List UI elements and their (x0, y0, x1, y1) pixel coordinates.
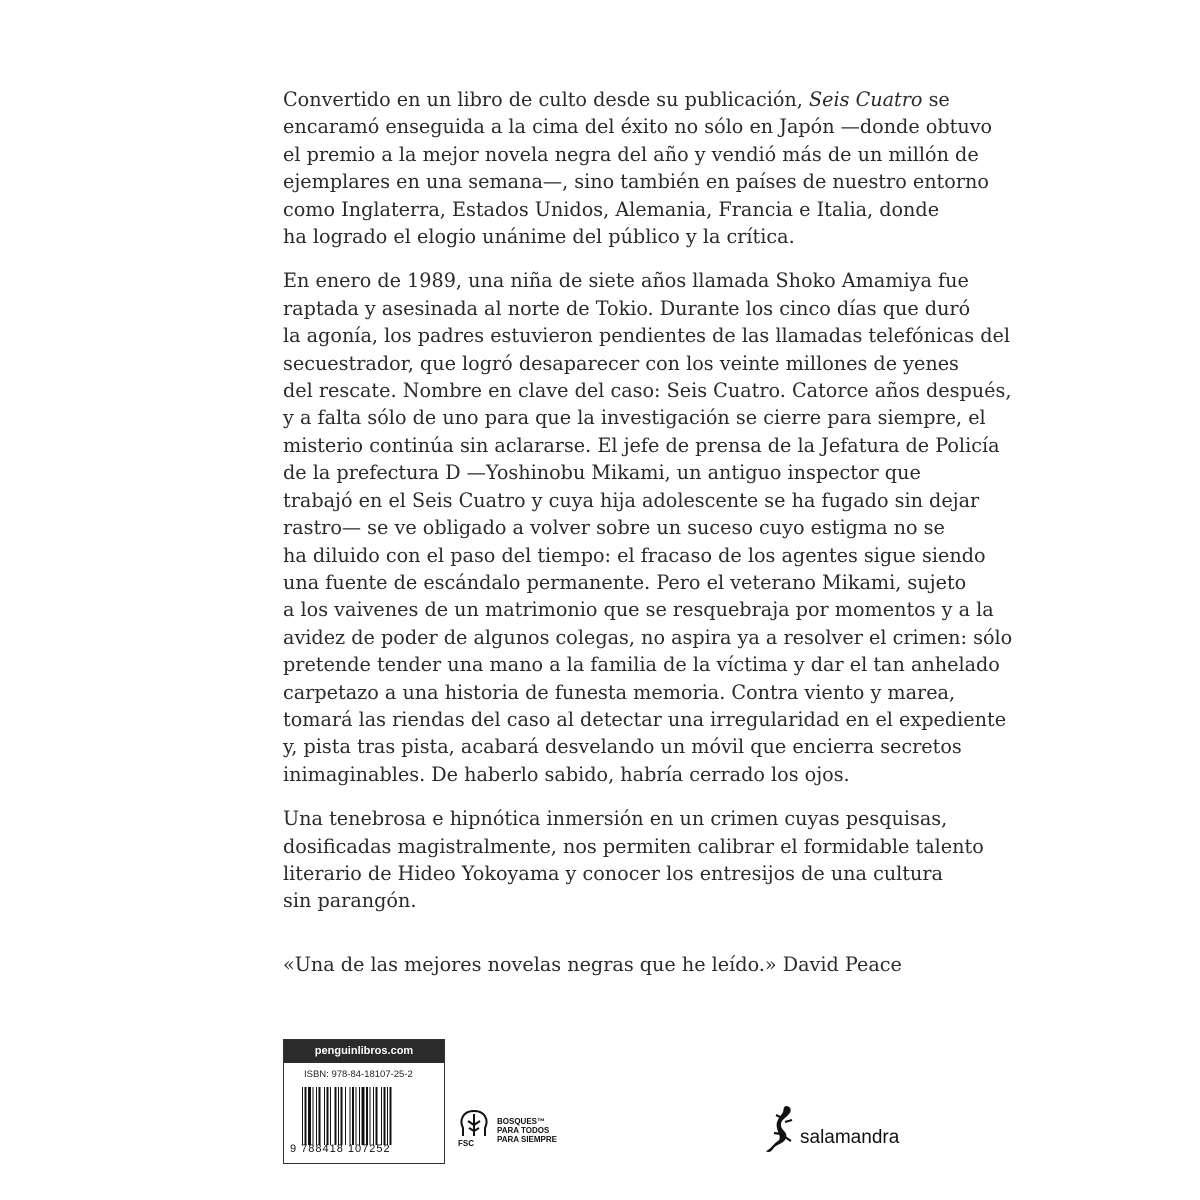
publisher-name: salamandra (800, 1127, 900, 1148)
text-line: En enero de 1989, una niña de siete años llamada Shoko Amamiya fue (283, 269, 969, 293)
text-line: raptada y asesinada al norte de Tokio. Durante los cinco días que duró (283, 296, 971, 320)
fsc-line: PARA SIEMPRE (497, 1135, 558, 1144)
text-line: a los vaivenes de un matrimonio que se resquebraja por momentos y a la (283, 598, 994, 622)
website-label: penguinlibros.com (284, 1040, 444, 1063)
text-line: ejemplares en una semana—, sino también en países de nuestro entorno (283, 170, 989, 194)
text-line: encaramó enseguida a la cima del éxito no sólo en Japón —donde obtuvo (283, 115, 993, 139)
book-title: Seis Cuatro (808, 88, 923, 111)
text-line: y, pista tras pista, acabará desvelando un móvil que encierra secretos (283, 735, 962, 759)
text-line: Convertido en un libro de culto desde su publicación, Seis Cuatro se (283, 88, 950, 111)
isbn-text: ISBN: 978-84-18107-25-2 (304, 1069, 413, 1080)
review-quote: «Una de las mejores novelas negras que he leído.» David Peace (283, 952, 902, 976)
fsc-tree-icon (455, 1108, 493, 1140)
text-line: trabajó en el Seis Cuatro y cuya hija adolescente se ha fugado sin dejar (283, 488, 980, 512)
text-line: sin parangón. (283, 889, 417, 913)
fsc-slogan (497, 1117, 557, 1144)
text-line: secuestrador, que logró desaparecer con los veinte millones de yenes (283, 351, 959, 375)
text-line: dosificadas magistralmente, nos permiten calibrar el formidable talento (283, 834, 984, 858)
text-line: tomará las riendas del caso al detectar una irregularidad en el expediente (283, 707, 1007, 731)
ean-digits: 9 788418 107252 (290, 1143, 391, 1155)
paragraph (283, 267, 1013, 788)
text-line: ha diluido con el paso del tiempo: el fracaso de los agentes sigue siendo (283, 543, 986, 567)
fsc-label: FSC (458, 1139, 474, 1148)
text-line: Una tenebrosa e hipnótica inmersión en un crimen cuyas pesquisas, (283, 807, 948, 831)
paragraph (283, 805, 984, 915)
text-line: avidez de poder de algunos colegas, no aspira ya a resolver el crimen: sólo (283, 625, 1013, 649)
text-line: una fuente de escándalo permanente. Pero el veterano Mikami, sujeto (283, 570, 967, 594)
fsc-line: PARA TODOS (497, 1126, 550, 1135)
barcode-panel (283, 1039, 445, 1164)
back-cover-text (283, 86, 1013, 995)
text-line: misterio continúa sin aclararse. El jefe de prensa de la Jefatura de Policía (283, 433, 1000, 457)
text-line: la agonía, los padres estuvieron pendientes de las llamadas telefónicas del (283, 324, 1010, 348)
text-line: como Inglaterra, Estados Unidos, Alemania, Francia e Italia, donde (283, 197, 940, 221)
salamander-icon (764, 1104, 798, 1154)
text-line: del rescate. Nombre en clave del caso: Seis Cuatro. Catorce años después, (283, 379, 1012, 403)
text-line: inimaginables. De haberlo sabido, habría cerrado los ojos. (283, 762, 850, 786)
text-line: el premio a la mejor novela negra del año y vendió más de un millón de (283, 142, 979, 166)
paragraph (283, 86, 993, 250)
text-line: carpetazo a una historia de funesta memoria. Contra viento y marea, (283, 680, 956, 704)
synopsis (283, 86, 1013, 915)
text-line: literario de Hideo Yokoyama y conocer los entresijos de una cultura (283, 861, 943, 885)
text-line: pretende tender una mano a la familia de la víctima y dar el tan anhelado (283, 653, 1000, 677)
text-line: rastro— se ve obligado a volver sobre un suceso cuyo estigma no se (283, 516, 945, 540)
text-line: ha logrado el elogio unánime del público y la crítica. (283, 225, 795, 249)
text-line: de la prefectura D —Yoshinobu Mikami, un antiguo inspector que (283, 461, 921, 485)
fsc-line: BOSQUES™ (497, 1117, 546, 1126)
barcode-icon (302, 1087, 426, 1145)
text-line: y a falta sólo de uno para que la investigación se cierre para siempre, el (283, 406, 986, 430)
